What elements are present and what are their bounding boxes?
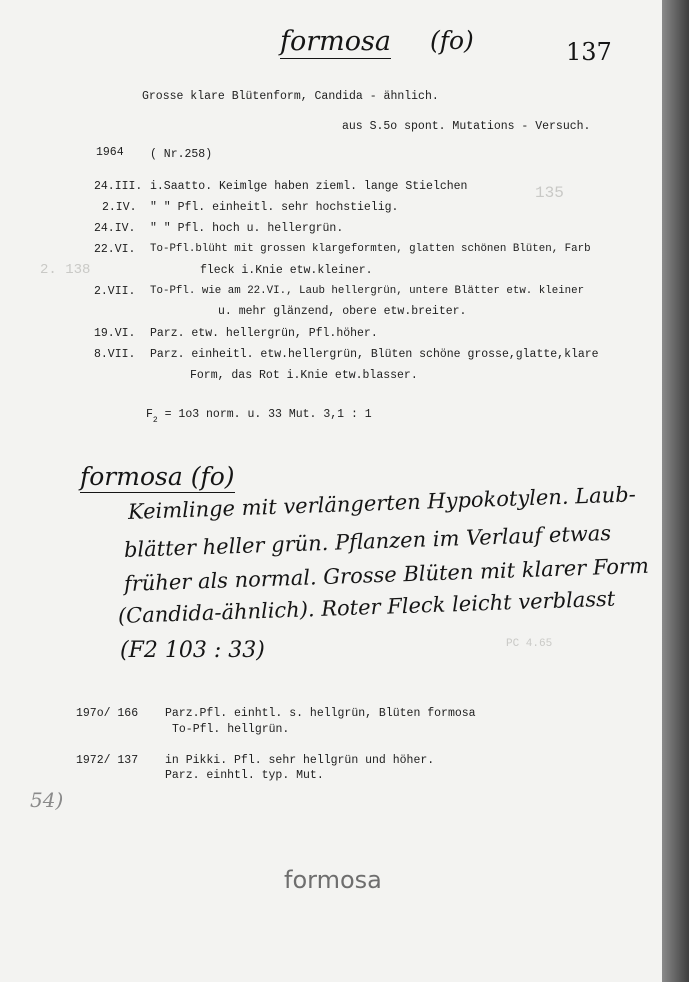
later-entry-line: Parz.Pfl. einhtl. s. hellgrün, Blüten formosa [165,707,476,720]
log-text: i.Saatto. Keimlge haben zieml. lange Stielchen [150,180,468,193]
log-text: Parz. einheitl. etw.hellergrün, Blüten schöne grosse,glatte,klare [150,348,599,361]
log-text: u. mehr glänzend, obere etw.breiter. [218,305,467,318]
handwritten-heading-text: formosa (fo) [80,462,235,491]
log-text: Form, das Rot i.Knie etw.blasser. [190,369,418,382]
later-entry-line: To-Pfl. hellgrün. [172,723,290,736]
ratio-line [146,408,372,425]
ratio-subscript: 2 [152,416,158,425]
handwritten-line: (Candida-ähnlich). Roter Fleck leicht verblasst [117,586,616,628]
later-entry-year: 197o/ 166 [76,707,139,720]
title-handwritten [280,26,391,57]
handwritten-heading [80,462,235,491]
footer-handwritten: formosa [284,866,382,894]
handwritten-line: (F2 103 : 33) [120,638,265,663]
log-date: 8.VII. [94,348,136,361]
page-number: 137 [566,38,612,66]
intro-line-2: aus S.5o spont. Mutations - Versuch. [342,120,591,133]
later-entry-line: in Pikki. Pfl. sehr hellgrün und höher. [165,754,435,767]
log-date: 19.VI. [94,327,136,340]
log-date: 24.III. [94,180,143,193]
log-text: " " Pfl. hoch u. hellergrün. [150,222,344,235]
sample-number: ( Nr.258) [150,148,213,161]
ghost-page-number: 135 [535,184,564,202]
page-edge-shadow [662,0,689,982]
log-text: fleck i.Knie etw.kleiner. [200,264,373,277]
log-text: " " Pfl. einheitl. sehr hochstielig. [150,201,399,214]
intro-line-1: Grosse klare Blütenform, Candida - ähnlich. [142,90,439,103]
later-entry-line: Parz. einhtl. typ. Mut. [165,769,324,782]
title-word: formosa [280,26,391,57]
handwritten-line: blätter heller grün. Pflanzen im Verlauf etwas [123,520,612,562]
year: 1964 [96,146,124,159]
log-date: 22.VI. [94,243,136,256]
ratio-text: = 1o3 norm. u. 33 Mut. 3,1 : 1 [164,408,372,421]
log-text: To-Pfl. wie am 22.VI., Laub hellergrün, untere Blätter etw. kleiner [150,285,585,297]
log-text: Parz. etw. hellergrün, Pfl.höher. [150,327,378,340]
ghost-code: PC 4.65 [506,638,553,650]
title-abbreviation: (fo) [430,26,474,55]
margin-note: 54) [30,788,64,812]
ratio-label: F [146,408,153,421]
log-text: To-Pfl.blüht mit grossen klargeformten, glatten schönen Blüten, Farb [150,243,591,255]
log-date: 2.IV. [102,201,137,214]
ghost-side-number: 2. 138 [40,262,91,278]
log-date: 2.VII. [94,285,136,298]
handwritten-line: früher als normal. Grosse Blüten mit klarer Form [123,553,650,596]
later-entry-year: 1972/ 137 [76,754,139,767]
log-date: 24.IV. [94,222,136,235]
handwritten-line: Keimlinge mit verlängerten Hypokotylen. Laub- [127,482,637,524]
